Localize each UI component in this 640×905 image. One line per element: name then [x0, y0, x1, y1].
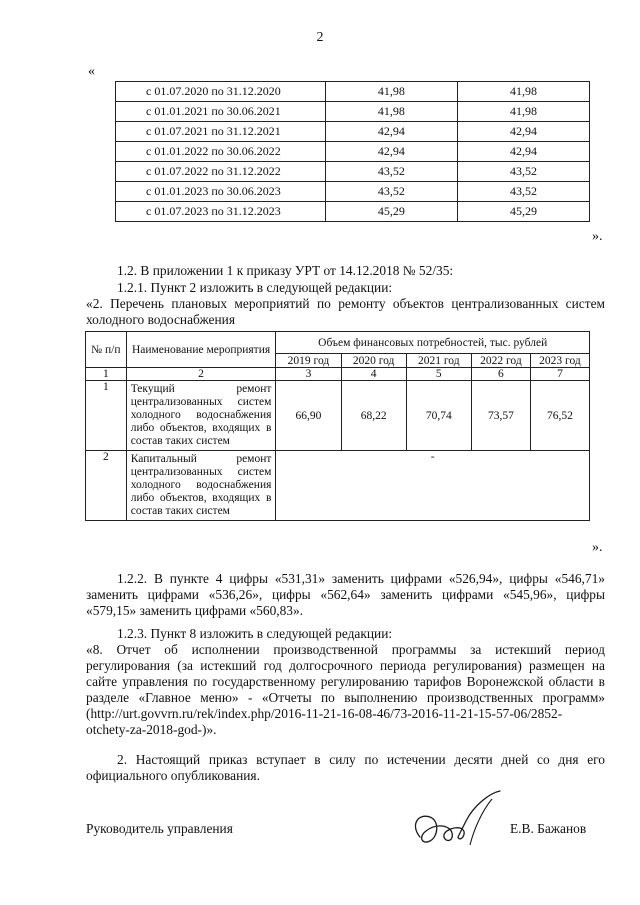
- paragraph-1-2-3: 1.2.3. Пункт 8 изложить в следующей редакции:: [117, 626, 393, 641]
- value-cell: 41,98: [325, 82, 457, 102]
- page-number: 2: [316, 30, 324, 45]
- period-cell: с 01.07.2023 по 31.12.2023: [116, 202, 326, 222]
- value-cell: 41,98: [325, 102, 457, 122]
- value-cell: 42,94: [457, 142, 589, 162]
- column-number: 3: [276, 368, 341, 381]
- header-year: 2023 год: [530, 354, 589, 368]
- column-number: 7: [530, 368, 589, 381]
- period-cell: с 01.07.2022 по 31.12.2022: [116, 162, 326, 182]
- tariff-row: [116, 142, 590, 162]
- signatory-position: Руководитель управления: [86, 821, 233, 836]
- open-quote: «: [88, 64, 95, 79]
- merged-value: -: [276, 451, 590, 521]
- tariff-row: [116, 202, 590, 222]
- paragraph-1-2-2: 1.2.2. В пункте 4 цифры «531,31» заменить цифрами «526,94», цифры «546,71» заменить цифрами «536,26», цифры «562,64» заменить цифрами «545,96», цифры «579,15» заменить цифрами «560,83».: [86, 571, 605, 618]
- value-2022: 73,57: [471, 381, 530, 451]
- tariff-row: [116, 162, 590, 182]
- value-cell: 42,94: [457, 122, 589, 142]
- column-number: 6: [471, 368, 530, 381]
- value-cell: 43,52: [325, 162, 457, 182]
- column-number: 4: [341, 368, 406, 381]
- period-cell: с 01.01.2021 по 30.06.2021: [116, 102, 326, 122]
- period-cell: с 01.01.2023 по 30.06.2023: [116, 182, 326, 202]
- value-cell: 45,29: [457, 202, 589, 222]
- header-year: 2021 год: [406, 354, 471, 368]
- paragraph-1-2-1: 1.2.1. Пункт 2 изложить в следующей редакции:: [117, 280, 393, 295]
- column-number: 2: [126, 368, 276, 381]
- plan-table: [85, 331, 590, 521]
- paragraph-8: «8. Отчет об исполнении производственной программы за истекший период регулирования (за истекший год долгосрочного периода регулирования) размещен на сайте управления по государственному регулированию тарифов Воронежской области в разделе «Главное меню» - «Отчеты по выполнению производственных программ» (http://urt.govvrn.ru/rek/index.php/2016-11-21-16-08-46/73-2016-11-21-15-57-06/2852-otchety-za-2018-god-)».: [86, 642, 605, 737]
- period-cell: с 01.07.2020 по 31.12.2020: [116, 82, 326, 102]
- row-num: 2: [86, 451, 127, 521]
- value-cell: 42,94: [325, 142, 457, 162]
- row-num: 1: [86, 381, 127, 451]
- value-cell: 41,98: [457, 102, 589, 122]
- value-cell: 45,29: [325, 202, 457, 222]
- value-cell: 43,52: [325, 182, 457, 202]
- column-number: 1: [86, 368, 127, 381]
- tariff-row: [116, 122, 590, 142]
- row-name: Текущий ремонт централизованных систем холодного водоснабжения либо объектов, входящих в состав таких систем: [126, 381, 276, 451]
- close-quote: ».: [592, 229, 603, 244]
- header-year: 2022 год: [471, 354, 530, 368]
- value-2023: 76,52: [530, 381, 589, 451]
- tariff-row: [116, 82, 590, 102]
- value-cell: 42,94: [325, 122, 457, 142]
- header-name: Наименование мероприятия: [126, 332, 276, 368]
- handwritten-signature: [400, 785, 520, 860]
- tariff-row: [116, 102, 590, 122]
- tariff-row: [116, 182, 590, 202]
- value-2019: 66,90: [276, 381, 341, 451]
- header-num: № п/п: [86, 332, 127, 368]
- value-2020: 68,22: [341, 381, 406, 451]
- list-title: «2. Перечень плановых мероприятий по ремонту объектов централизованных систем холодного водоснабжения: [86, 296, 605, 327]
- signatory-name: Е.В. Бажанов: [510, 821, 587, 836]
- value-2021: 70,74: [406, 381, 471, 451]
- header-volume: Объем финансовых потребностей, тыс. рублей: [276, 332, 590, 354]
- value-cell: 43,52: [457, 182, 589, 202]
- paragraph-1-2: 1.2. В приложении 1 к приказу УРТ от 14.12.2018 № 52/35:: [117, 263, 454, 278]
- period-cell: с 01.01.2022 по 30.06.2022: [116, 142, 326, 162]
- value-cell: 43,52: [457, 162, 589, 182]
- period-cell: с 01.07.2021 по 31.12.2021: [116, 122, 326, 142]
- row-name: Капитальный ремонт централизованных систем холодного водоснабжения либо объектов, входящих в состав таких систем: [126, 451, 276, 521]
- close-quote: ».: [592, 540, 603, 555]
- paragraph-2: 2. Настоящий приказ вступает в силу по истечении десяти дней со дня его официального опубликования.: [86, 752, 605, 783]
- header-year: 2020 год: [341, 354, 406, 368]
- column-number: 5: [406, 368, 471, 381]
- value-cell: 41,98: [457, 82, 589, 102]
- tariff-table: [115, 81, 590, 222]
- header-year: 2019 год: [276, 354, 341, 368]
